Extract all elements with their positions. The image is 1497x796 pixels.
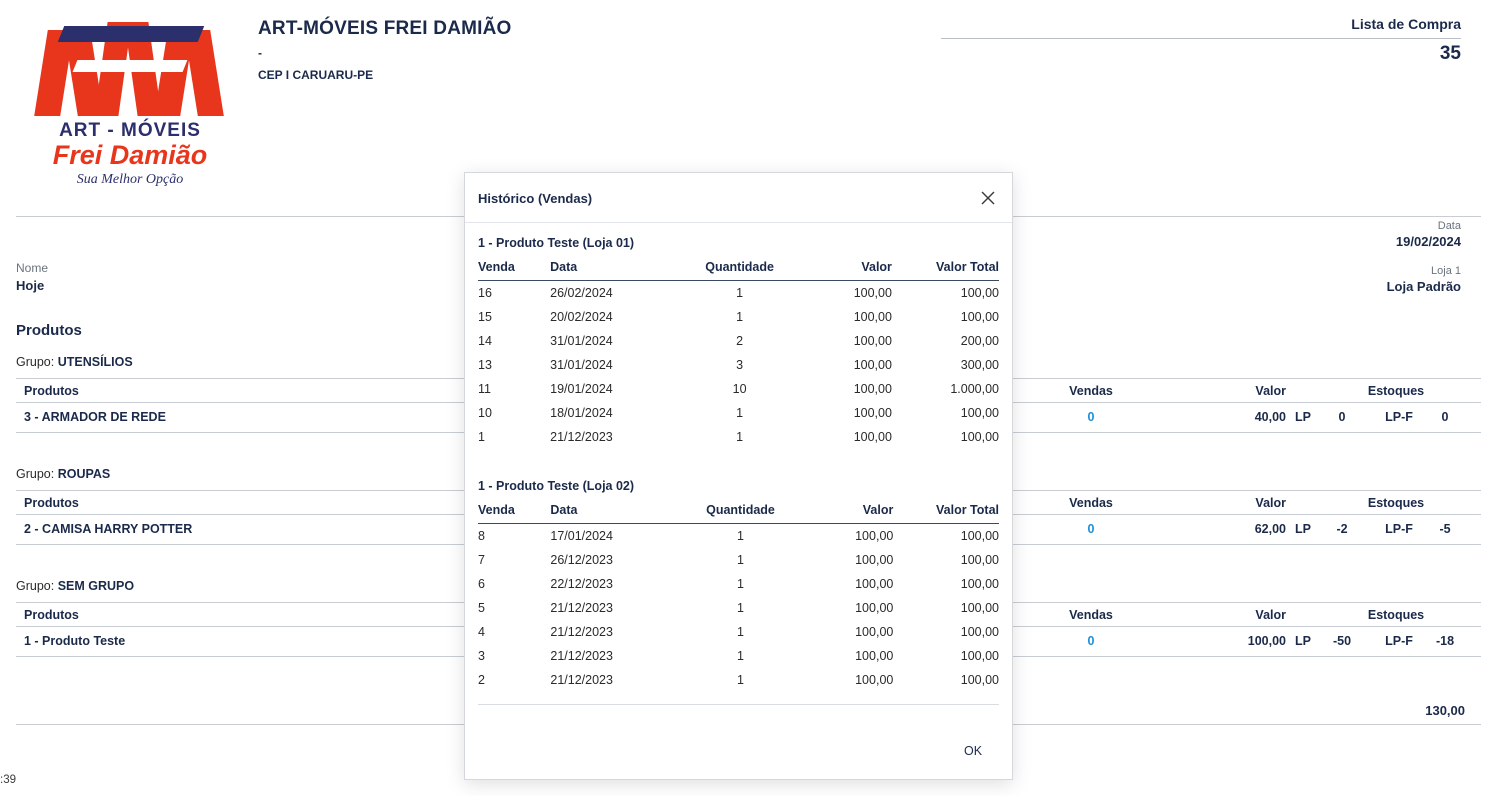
cell-venda: 10 [478,406,492,420]
meta-date-value: 19/02/2024 [1395,234,1461,249]
report-header [0,0,1497,200]
cell-data: 20/02/2024 [550,310,613,324]
cell-venda: 6 [478,577,485,591]
cell-venda: 14 [478,334,492,348]
cell-lp-label: LP [1295,634,1311,648]
cell-valor-total: 100,00 [960,406,999,420]
cell-valor: 100,00 [853,310,892,324]
cell-valor: 100,00 [855,529,894,543]
group-prefix: Grupo: [16,355,55,369]
cell-lp-value: -2 [1336,522,1348,536]
cell-data: 31/01/2024 [550,358,613,372]
cell-valor: 100,00 [855,625,894,639]
col-valor: Valor [1255,496,1286,510]
cell-data: 22/12/2023 [550,577,613,591]
table-row[interactable] [478,644,999,668]
cell-valor-total: 100,00 [960,286,999,300]
table-row[interactable] [478,524,999,549]
cell-produto: 2 - CAMISA HARRY POTTER [24,522,193,536]
dialog-title: Histórico (Vendas) [478,191,593,206]
meta-store-value: Loja Padrão [1386,279,1461,294]
meta-right-block [1387,220,1461,294]
cell-data: 21/12/2023 [550,625,613,639]
cell-quantidade: 1 [737,673,744,687]
cell-data: 26/12/2023 [550,553,613,567]
cell-valor: 100,00 [1247,634,1286,648]
cell-lpf-value: -18 [1435,634,1455,648]
table-row[interactable] [478,425,999,449]
cell-venda: 16 [478,286,492,300]
cell-valor: 40,00 [1254,410,1286,424]
col-vendas: Vendas [1069,608,1113,622]
col-vendas: Vendas [1069,496,1113,510]
company-logo [20,16,240,196]
close-icon[interactable] [974,184,1002,212]
col-quantidade: Quantidade [684,257,795,281]
col-estoques: Estoques [1367,496,1425,510]
cell-data: 26/02/2024 [550,286,613,300]
cell-data: 18/01/2024 [550,406,613,420]
document-number: 35 [1439,43,1461,64]
cell-valor: 100,00 [855,577,894,591]
cell-produto: 1 - Produto Teste [24,634,126,648]
history-table-loja02 [478,500,999,692]
table-row[interactable] [478,620,999,644]
cell-quantidade: 1 [737,577,744,591]
col-quantidade: Quantidade [685,500,796,524]
cell-lp-value: 0 [1338,410,1346,424]
title-divider [941,38,1461,39]
cell-valor-total: 200,00 [960,334,999,348]
page-title: Lista de Compra [1351,16,1461,32]
meta-name-value: Hoje [16,278,45,293]
cell-venda: 2 [478,673,485,687]
company-name: ART-MÓVEIS FREI DAMIÃO [258,18,512,39]
col-estoques: Estoques [1367,608,1425,622]
group-name: ROUPAS [57,467,111,481]
cell-produto: 3 - ARMADOR DE REDE [24,410,166,424]
col-data: Data [550,257,684,281]
group-name: SEM GRUPO [57,579,135,593]
meta-store-label: Loja 1 [1431,265,1461,277]
table-row[interactable] [478,305,999,329]
group-prefix: Grupo: [16,467,55,481]
group-name: UTENSÍLIOS [57,355,133,369]
cell-venda: 1 [478,430,485,444]
cell-valor-total: 100,00 [960,553,999,567]
cell-vendas: 0 [1087,522,1095,536]
col-venda: Venda [478,500,550,524]
col-vendas: Vendas [1069,384,1113,398]
cell-valor-total: 100,00 [960,649,999,663]
cell-quantidade: 2 [736,334,744,348]
cell-valor: 100,00 [853,358,892,372]
cell-data: 17/01/2024 [550,529,613,543]
cell-lpf-value: 0 [1441,410,1449,424]
dialog-body [465,223,1012,730]
history-header-row [478,500,999,524]
cell-venda: 7 [478,553,485,567]
cell-valor-total: 100,00 [960,529,999,543]
logo-text-tagline: Sua Melhor Opção [76,172,184,187]
table-row[interactable] [478,401,999,425]
col-produtos: Produtos [24,608,79,622]
cell-valor-total: 1.000,00 [950,382,999,396]
col-valor: Valor [1255,384,1286,398]
col-estoques: Estoques [1367,384,1425,398]
cell-quantidade: 1 [737,625,744,639]
cell-lpf-label: LP-F [1385,522,1413,536]
cell-quantidade: 1 [736,286,744,300]
cell-lpf-label: LP-F [1385,410,1413,424]
total-value: 130,00 [1425,703,1465,718]
table-row[interactable] [478,329,999,353]
cell-data: 21/12/2023 [550,601,613,615]
document-title-block [941,16,1461,65]
company-address-line2: CEP I CARUARU-PE [258,68,374,82]
footer-timestamp: :39 [0,774,16,786]
col-venda: Venda [478,257,550,281]
cell-valor: 100,00 [853,382,892,396]
cell-valor: 100,00 [855,673,894,687]
cell-data: 21/12/2023 [550,649,613,663]
cell-lp-label: LP [1295,410,1311,424]
cell-data: 21/12/2023 [550,430,613,444]
cell-valor: 100,00 [853,430,892,444]
table-row[interactable] [478,353,999,377]
cell-lp-label: LP [1295,522,1311,536]
col-valor-total: Valor Total [892,257,999,281]
dialog-body-divider [478,704,999,705]
company-address-line1: - [258,46,262,60]
cell-venda: 4 [478,625,485,639]
cell-valor-total: 100,00 [960,601,999,615]
cell-venda: 13 [478,358,492,372]
logo-mark-icon [35,16,225,116]
cell-quantidade: 1 [737,649,744,663]
cell-data: 19/01/2024 [550,382,613,396]
cell-valor-total: 100,00 [960,673,999,687]
cell-data: 21/12/2023 [550,673,613,687]
group-prefix: Grupo: [16,579,55,593]
cell-valor-total: 100,00 [960,430,999,444]
col-valor: Valor [796,500,893,524]
dialog-footer [465,730,1012,780]
cell-quantidade: 1 [737,553,744,567]
cell-vendas: 0 [1087,410,1095,424]
history-table-loja01 [478,257,999,449]
cell-venda: 3 [478,649,485,663]
table-row[interactable] [478,548,999,572]
meta-name-block [16,261,48,293]
cell-valor: 100,00 [855,649,894,663]
cell-lpf-label: LP-F [1385,634,1413,648]
cell-venda: 11 [478,382,491,396]
cell-venda: 15 [478,310,492,324]
cell-valor: 100,00 [853,286,892,300]
history-section-title-loja01: 1 - Produto Teste (Loja 01) [478,236,635,250]
col-valor: Valor [1255,608,1286,622]
meta-name-label: Nome [16,261,49,275]
cell-quantidade: 1 [736,310,744,324]
cell-valor-total: 100,00 [960,625,999,639]
section-title-produtos: Produtos [16,322,82,339]
historico-vendas-dialog [464,172,1013,780]
logo-text-artmoveis: ART - MÓVEIS [59,120,201,141]
logo-text-freidamiao: Frei Damião [52,140,208,170]
cell-valor: 100,00 [855,553,894,567]
dialog-header [465,173,1012,223]
cell-valor-total: 300,00 [960,358,999,372]
table-row[interactable] [478,281,999,306]
cell-quantidade: 10 [732,382,747,396]
cell-valor: 100,00 [853,406,892,420]
cell-quantidade: 1 [736,430,744,444]
cell-lpf-value: -5 [1439,522,1451,536]
col-valor-total: Valor Total [893,500,999,524]
table-row[interactable] [478,596,999,620]
meta-date-label: Data [1437,220,1461,232]
cell-valor-total: 100,00 [960,577,999,591]
cell-quantidade: 1 [736,406,744,420]
cell-quantidade: 1 [737,529,744,543]
table-row[interactable] [478,668,999,692]
cell-valor: 100,00 [855,601,894,615]
col-produtos: Produtos [24,496,79,510]
company-info [258,18,512,84]
history-header-row [478,257,999,281]
cell-venda: 8 [478,529,485,543]
cell-venda: 5 [478,601,485,615]
cell-vendas: 0 [1087,634,1095,648]
cell-quantidade: 1 [737,601,744,615]
col-data: Data [550,500,685,524]
table-row[interactable] [478,377,999,401]
cell-lp-value: -50 [1332,634,1352,648]
history-section-title-loja02: 1 - Produto Teste (Loja 02) [478,479,635,493]
col-valor: Valor [795,257,892,281]
cell-quantidade: 3 [736,358,744,372]
cell-data: 31/01/2024 [550,334,613,348]
ok-button[interactable]: OK [947,736,999,767]
cell-valor: 62,00 [1254,522,1286,536]
cell-valor-total: 100,00 [960,310,999,324]
table-row[interactable] [478,572,999,596]
cell-valor: 100,00 [853,334,892,348]
col-produtos: Produtos [24,384,79,398]
